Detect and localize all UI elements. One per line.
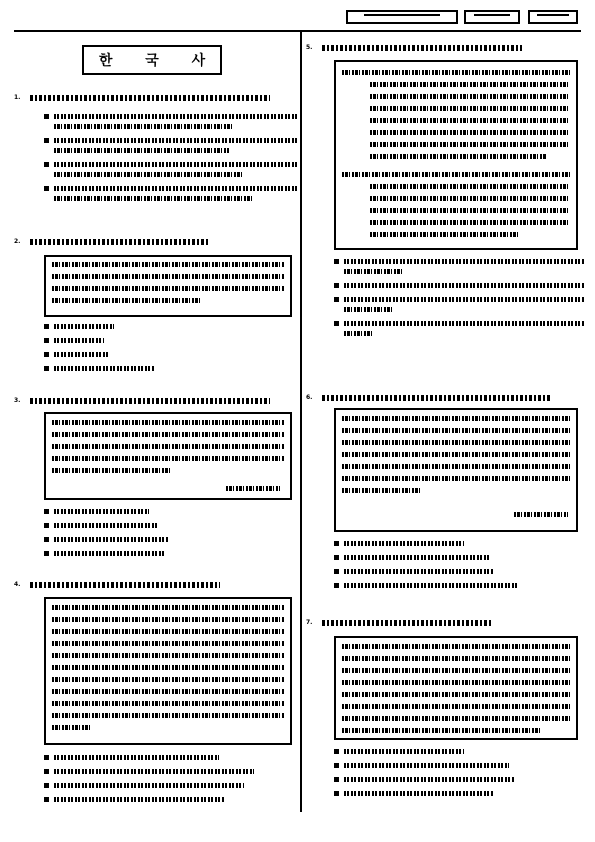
choice [44,550,164,557]
choice [44,768,254,775]
text-line [342,416,570,421]
choice [44,365,154,372]
text-line [370,232,520,237]
text-line [52,286,284,291]
passage-box [334,636,578,740]
text-line [370,82,570,87]
text-line [52,713,284,718]
question-stem [30,95,270,101]
choice [334,258,584,265]
text-line [370,220,570,225]
text-line [370,94,570,99]
text-line [52,665,284,670]
question-number: 5. [306,44,313,51]
choice [44,323,114,330]
text-line [342,464,570,469]
text-line [52,701,284,706]
choice [334,282,584,289]
text-line [54,172,244,177]
header-box-1 [346,10,458,24]
top-rule [14,30,581,32]
question-1 [14,94,270,102]
choice [44,185,299,192]
text-line [342,440,570,445]
question-stem [322,395,552,401]
text-line [52,629,284,634]
text-line [342,452,570,457]
text-line [52,262,284,267]
question-number: 6. [306,394,313,401]
question-stem [322,45,522,51]
text-line [342,656,570,661]
question-7 [306,619,492,627]
choice [44,351,109,358]
choice [44,522,159,529]
text-line [52,298,202,303]
header-box-1-text [364,14,440,20]
text-line [52,432,284,437]
text-line [370,130,570,135]
header-box-3 [528,10,578,24]
text-line [342,704,570,709]
text-line [370,154,546,159]
text-line [342,680,570,685]
choice [334,748,464,755]
header-box-2 [464,10,520,24]
choice [44,508,149,515]
page-title: 한 국 사 [82,45,222,75]
text-line [52,653,284,658]
text-line [342,692,570,697]
text-line [342,728,542,733]
choice [44,536,169,543]
question-6 [306,394,552,402]
text-line [54,196,254,201]
text-line [342,668,570,673]
text-line [54,124,234,129]
text-line [52,689,284,694]
choice [334,790,494,797]
question-stem [322,620,492,626]
question-stem [30,398,270,404]
question-4 [14,581,220,589]
text-line [52,468,172,473]
text-line [52,677,284,682]
question-3 [14,397,270,405]
choice [44,337,104,344]
text-line [342,172,570,177]
choice [334,320,584,327]
choice [44,754,219,761]
text-line [342,716,570,721]
choice [44,796,224,803]
text-line [342,644,570,649]
text-line [344,331,374,336]
text-line [342,428,570,433]
question-stem [30,239,210,245]
question-stem [30,582,220,588]
text-line [370,196,570,201]
choice [44,161,299,168]
text-line [52,641,284,646]
text-line [52,456,284,461]
question-2 [14,238,210,246]
text-line [52,420,284,425]
choice [334,568,494,575]
text-line [370,118,570,123]
text-line [370,208,570,213]
choice [334,540,464,547]
question-number: 2. [14,238,21,245]
text-line [344,307,394,312]
question-number: 1. [14,94,21,101]
text-line [52,274,284,279]
choice [334,296,584,303]
text-line [52,617,284,622]
choice [334,554,489,561]
text-line [52,605,284,610]
choice [334,762,509,769]
text-line [52,725,92,730]
text-line [370,142,570,147]
choice [44,113,299,120]
text-line [344,269,404,274]
choice [44,782,244,789]
source-line [226,486,280,491]
text-line [342,70,570,75]
header-box-3-text [537,14,569,20]
question-5 [306,44,522,52]
choice [44,137,299,144]
text-line [54,148,229,153]
text-line [52,444,284,449]
column-divider [300,32,302,812]
question-number: 4. [14,581,21,588]
text-line [370,106,570,111]
source-line [514,512,568,517]
text-line [342,476,570,481]
text-line [342,488,422,493]
header-box-2-text [474,14,510,20]
choice [334,582,519,589]
question-number: 3. [14,397,21,404]
question-number: 7. [306,619,313,626]
choice [334,776,514,783]
text-line [370,184,570,189]
